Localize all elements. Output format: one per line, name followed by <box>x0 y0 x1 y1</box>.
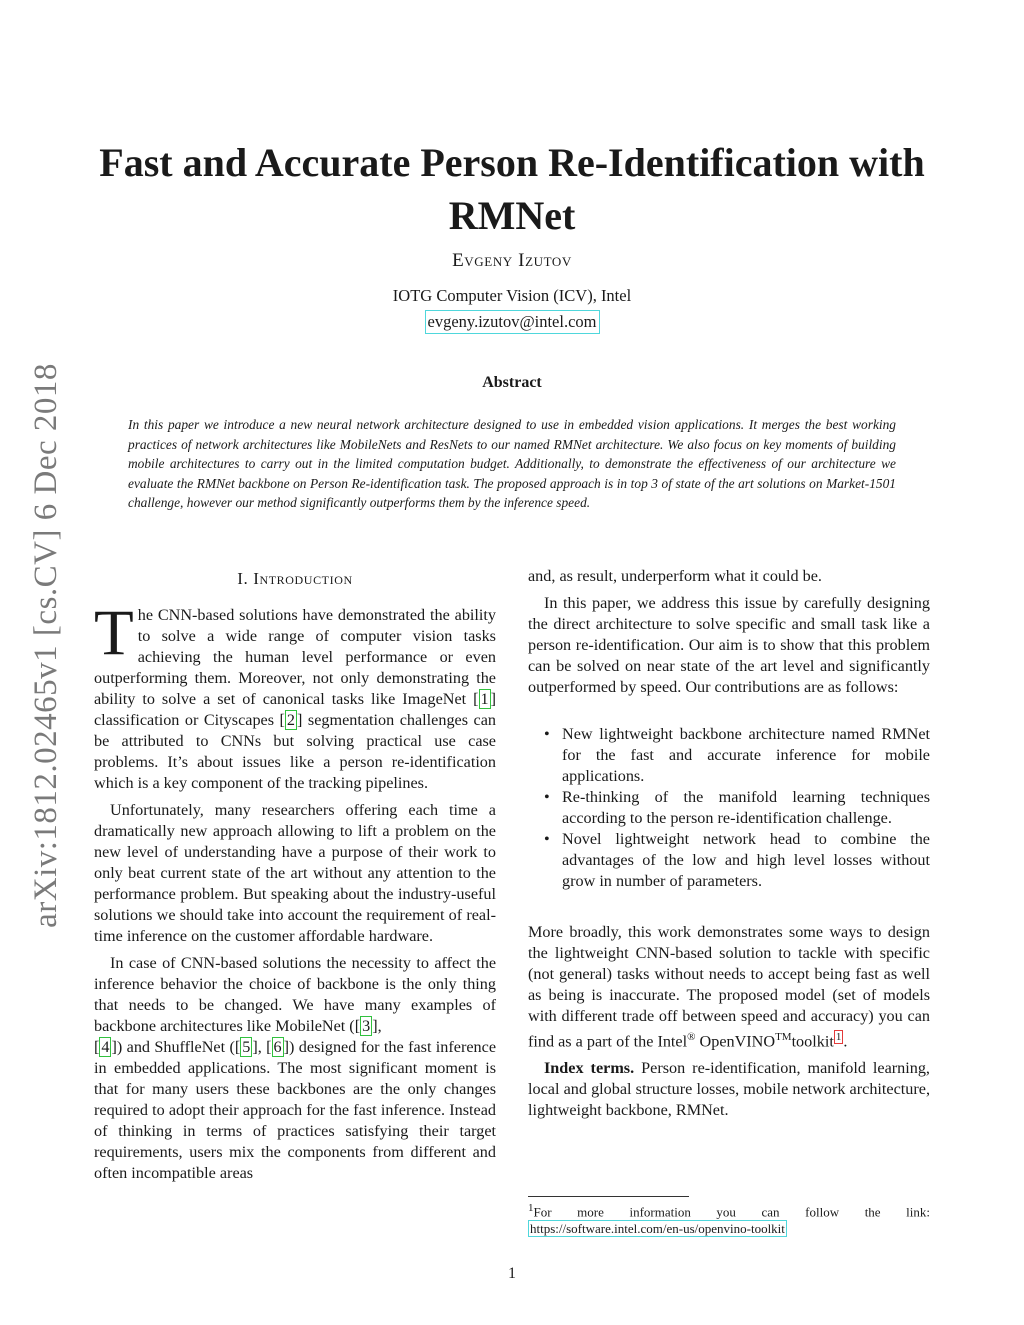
arxiv-sidebar <box>22 355 70 935</box>
citation-link[interactable]: 2 <box>286 711 296 729</box>
page-number: 1 <box>508 1265 516 1282</box>
text-span: . <box>843 1032 848 1051</box>
drop-cap: T <box>94 597 134 669</box>
list-item <box>528 829 930 892</box>
bullet-icon: • <box>544 725 550 743</box>
bullet-icon: • <box>544 830 550 848</box>
intro-paragraph-1: The CNN-based solutions have demonstrated the ability to solve a wide range of computer vision tasks achieving the human level performance or even outperforming them. Moreover, not only demonstrating the ability to solve a set of canonical tasks like ImageNet [ 1 ] classification or Cityscapes [ 2 ] segmentation challenges can be attributed to CNNs but solving practical use case problems. It’s about issues like a person re-identification which is a key component of the tracking pipelines. <box>94 597 496 792</box>
text-span: ) designed for the fast inference in embedded applications. The most significant moment is that for many users these backbones are the only changes required to adopt their approach for the fast inference. Instead of thinking in terms of practices satisfying their target requirements, users mix the components from different and often incompatible areas <box>94 1038 497 1182</box>
footnote-ref-link[interactable]: 1 <box>835 1031 842 1043</box>
citation-link[interactable]: 5 <box>242 1038 251 1056</box>
registered-mark: ® <box>687 1031 696 1043</box>
index-terms-paragraph <box>528 1058 930 1121</box>
intro-paragraph-3: In case of CNN-based solutions the necessity to affect the inference behavior the choice of backbone is the only thing that needs to be changed. We have many examples of backbone architectures like MobileNet ([ 3 ], [ 4 ]) and ShuffleNet ([ 5 ], [ 6 ]) designed for the fast inference in embedded applications. The most significant moment is that for many users these backbones are the only changes required to adopt their approach for the fast inference. Instead of thinking in terms of practices satisfying their target requirements, users mix the components from different and often incompatible areas <box>94 954 497 1182</box>
arxiv-id: arXiv:1812.02465v1 [cs.CV] 6 Dec 2018 <box>27 362 64 928</box>
continued-paragraph: and, as result, underperform what it could be. <box>528 567 822 585</box>
list-item <box>528 724 930 787</box>
text-span: OpenVINO <box>695 1032 776 1051</box>
text-span: toolkit <box>791 1032 834 1051</box>
intro-paragraph-2: Unfortunately, many researchers offering each time a dramatically new approach allowing to lift a problem on the new level of understanding have a purpose of their work to only beat current state of the art without any attention to the performance problem. But speaking about the industry-useful solutions we should take into account the requirement of real-time inference on the customer affordable hardware. <box>94 801 496 945</box>
text-span: , <box>257 1038 267 1056</box>
abstract-heading: Abstract <box>482 374 542 391</box>
email-wrap <box>0 310 1024 334</box>
paper-title: Fast and Accurate Person Re-Identification with RMNet <box>99 140 925 238</box>
email-link[interactable]: evgeny.izutov@intel.com <box>425 310 600 334</box>
text-span: New lightweight backbone architecture named RMNet for the fast and accurate inference for mobile applications. <box>562 725 930 785</box>
affiliation: IOTG Computer Vision (ICV), Intel <box>392 286 632 305</box>
text-span: ) and ShuffleNet ( <box>116 1038 235 1056</box>
text-span: he CNN-based solutions have demonstrated the ability to solve a wide range of computer vision tasks achieving the human level performance or even outperforming them. Moreover, not only demonstrating the ability to solve a set of canonical tasks like ImageNet <box>94 606 496 708</box>
citation-link[interactable]: 1 <box>480 690 489 708</box>
text-span: Re-thinking of the manifold learning techniques according to the person re-identification challenge. <box>562 788 930 827</box>
trademark-mark: TM <box>775 1031 792 1043</box>
left-column <box>94 566 496 1190</box>
text-span: Person re-identification, manifold learning, local and global structure losses, mobile network architecture, lightweight backbone, RMNet. <box>528 1059 930 1120</box>
footnote-mark: 1 <box>528 1202 534 1214</box>
text-span: classification or Cityscapes <box>94 711 280 729</box>
section-heading: I. Introduction <box>237 569 353 588</box>
citation-link[interactable]: 3 <box>362 1017 371 1035</box>
footnote-text: For more information you can follow the link: <box>533 1204 930 1220</box>
broadly-paragraph <box>528 922 930 1052</box>
footnote-url-link[interactable]: https://software.intel.com/en-us/openvino-toolkit <box>530 1221 785 1237</box>
abstract-text: In this paper we introduce a new neural network architecture designed to use in embedded vision applications. It merges the best working practices of network architectures like MobileNets and ResNets to our named RMNet architecture. We also focus on key moments of building mobile architectures to carry out in the limited computation budget. Additionally, to demonstrate the effectiveness of our architecture we evaluate the RMNet backbone on Person Re-identification task. The proposed approach is in top 3 of state of the art solutions on Market-1501 challenge, however our method significantly outperforms them by the inference speed. <box>128 417 896 510</box>
contribution-paragraph: In this paper, we address this issue by carefully designing the direct architecture to solve specific and small task like a person re-identification. Our aim is to show that this problem can be solved on near state of the art level and significantly outperformed by speed. Our contributions are as follows: <box>528 594 930 696</box>
text-span: segmentation challenges can be attributed to CNNs but solving practical use case problems. It’s about issues like a person re-identification which is a key component of the tracking pipelines. <box>94 711 496 792</box>
contributions-list <box>528 724 930 892</box>
citation-link[interactable]: 6 <box>273 1038 282 1056</box>
right-column <box>528 566 930 1127</box>
text-span: Novel lightweight network head to combine the advantages of the low and high level losses without grow in number of parameters. <box>562 830 930 890</box>
index-terms-label: Index terms. <box>544 1059 635 1078</box>
citation-link[interactable]: 4 <box>101 1038 110 1056</box>
footnote <box>528 1200 930 1237</box>
list-item <box>528 787 930 829</box>
text-span: More broadly, this work demonstrates some ways to design the lightweight CNN-based solution to tackle with specific (not general) tasks without needs to accept being fast as well as being is inaccurate. The proposed model (set of models with different trade off between speed and accuracy) you can find as a part of the Intel <box>528 923 930 1051</box>
footnote-divider <box>528 1196 689 1197</box>
author-name: Evgeny Izutov <box>452 250 572 271</box>
text-span: In case of CNN-based solutions the necessity to affect the inference behavior the choice of backbone is the only thing that needs to be changed. We have many examples of backbone architectures like MobileNet ( <box>94 954 496 1035</box>
bullet-icon: • <box>544 788 550 806</box>
